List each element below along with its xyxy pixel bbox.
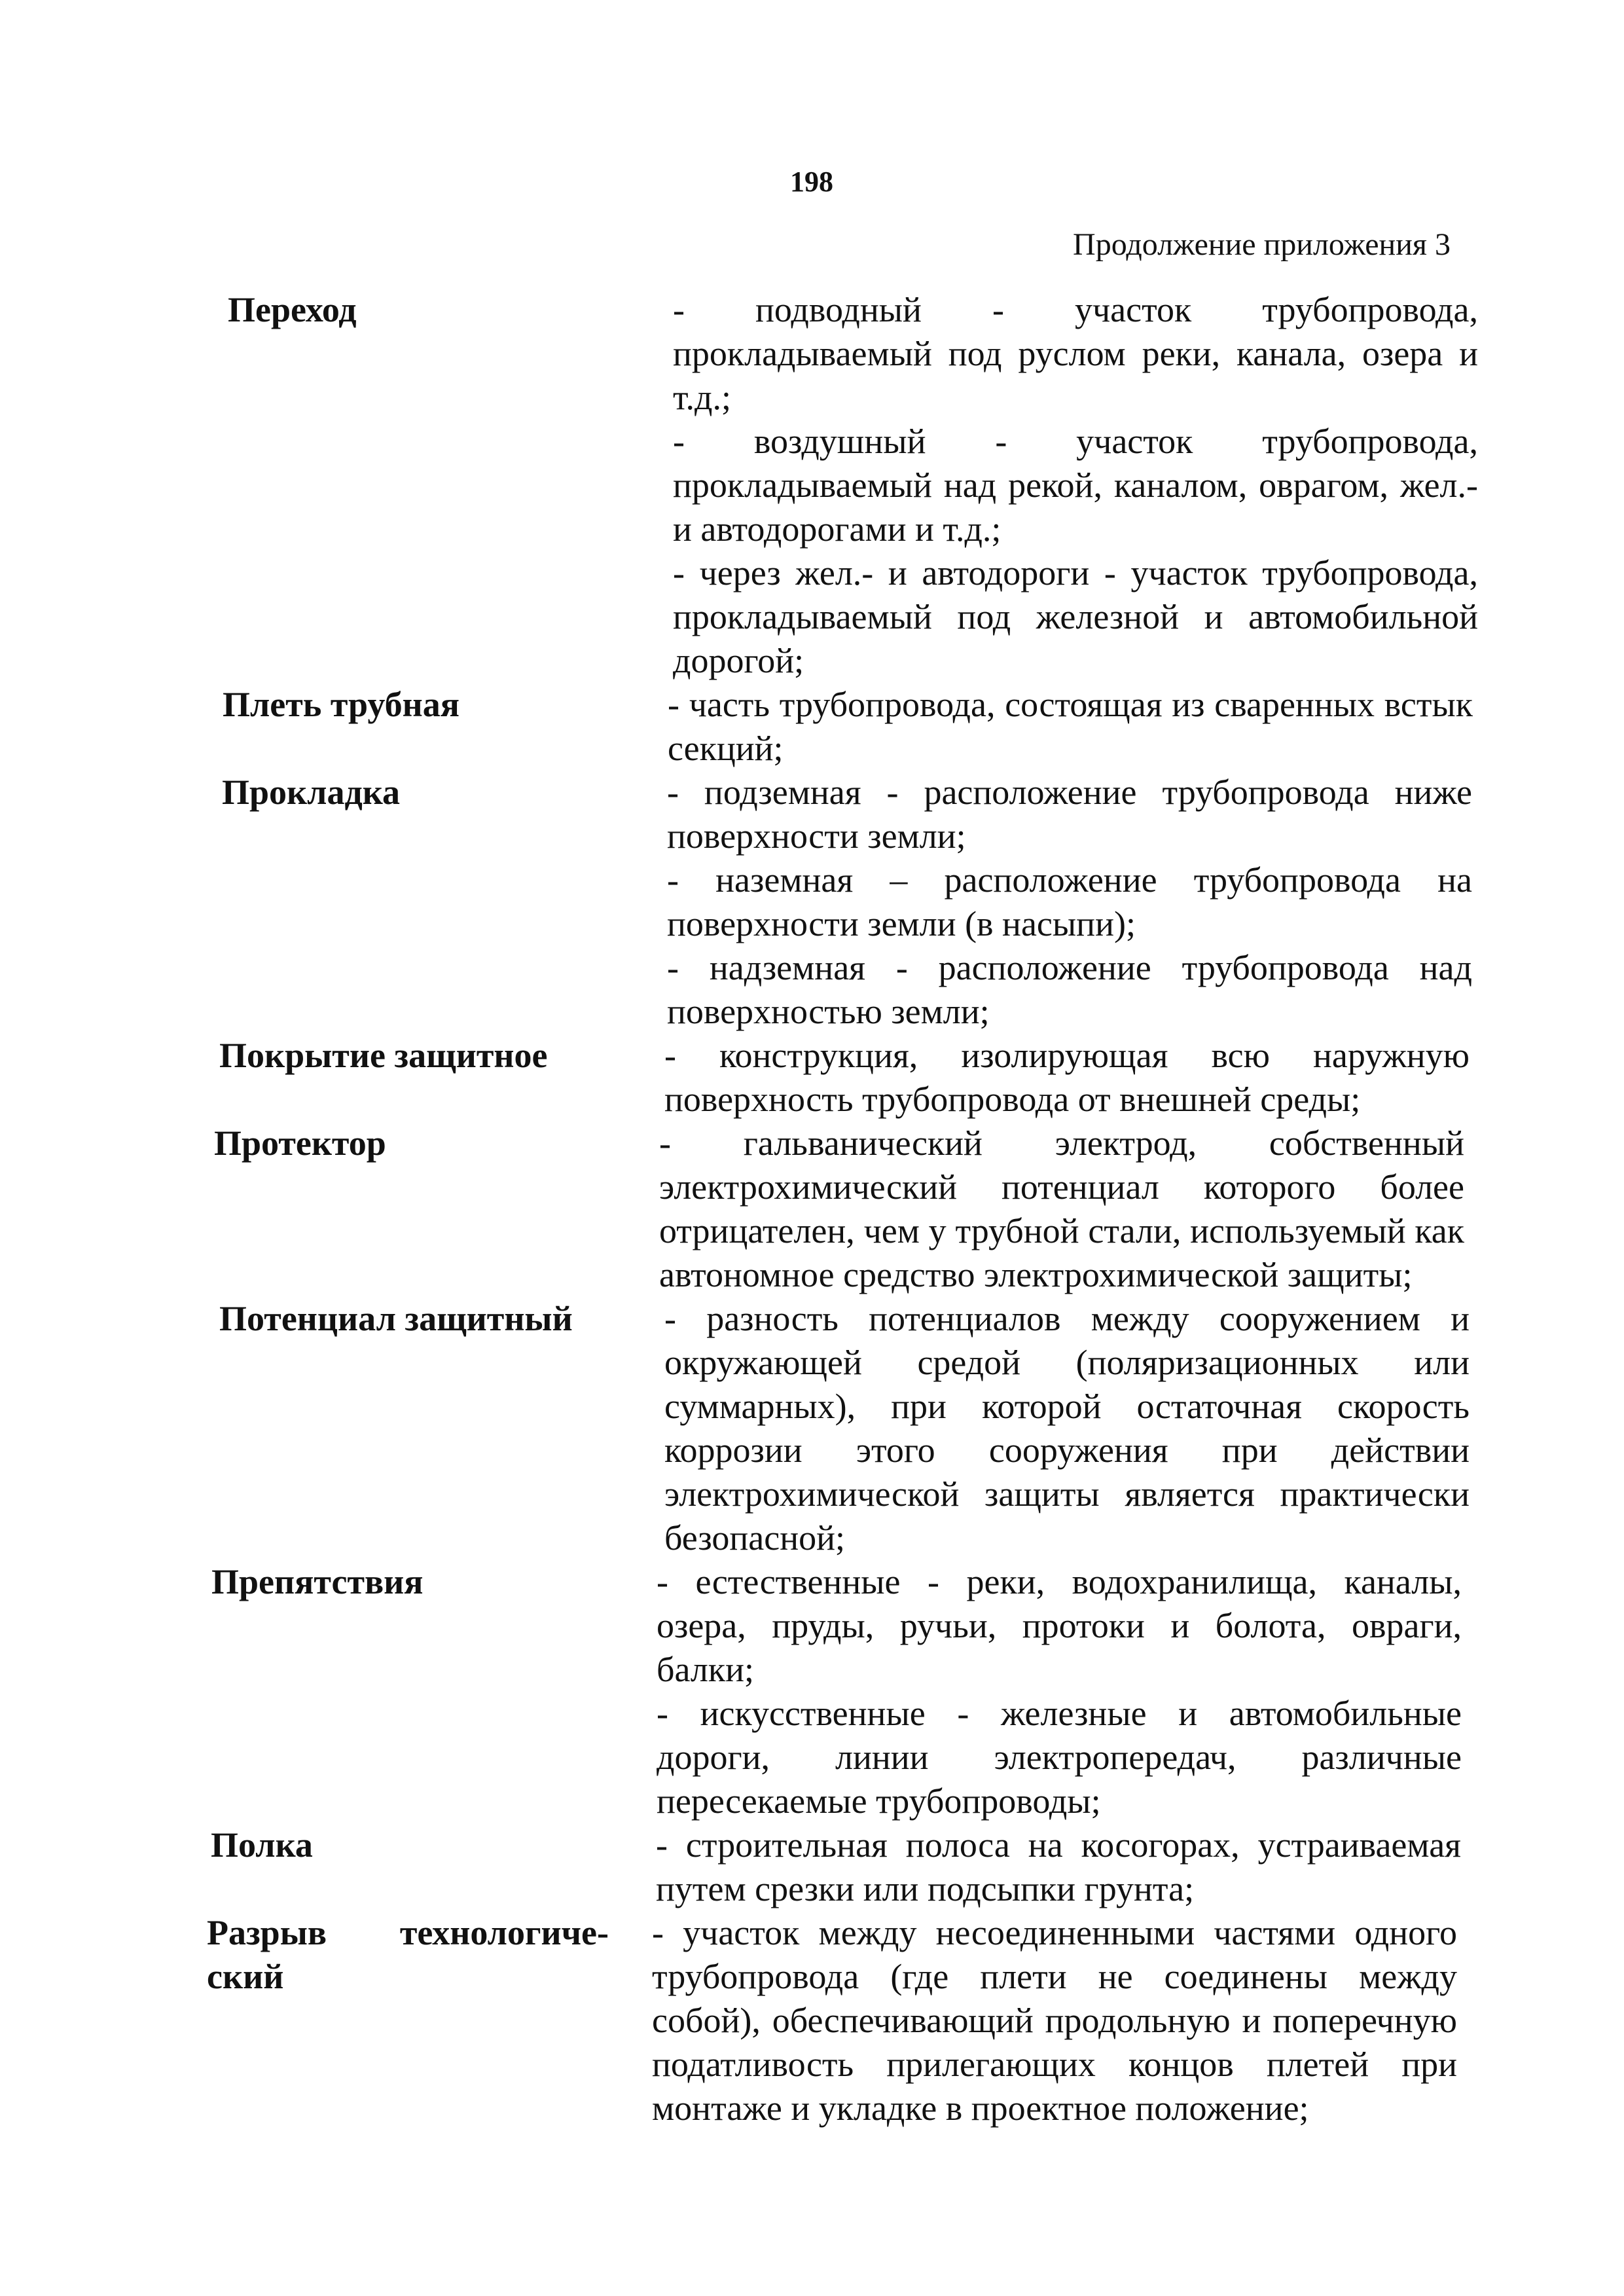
definition-text: - надземная - расположение трубопровода над поверхностью земли;	[667, 948, 1472, 1031]
glossary-entry	[172, 288, 1478, 683]
glossary-term-line: ский	[207, 1957, 284, 1996]
definition-text: - строительная полоса на косогорах, устраиваемая путем срезки или подсыпки грунта;	[656, 1825, 1461, 1908]
glossary-entry	[172, 1560, 1462, 1823]
glossary-term: Потенциал защитный	[219, 1299, 573, 1338]
glossary-entry	[172, 1823, 1461, 1911]
glossary-entry	[172, 1297, 1470, 1560]
glossary-definitions	[652, 1911, 1457, 2130]
glossary-definitions	[673, 288, 1478, 683]
glossary-term	[207, 1911, 626, 1999]
glossary-definitions	[659, 1121, 1464, 1297]
glossary-definitions	[667, 771, 1472, 1034]
definition-text: - участок между несоединенными частями одного трубопровода (где плети не соединены между собой), обеспечивающий продольную и поперечную податливость прилегающих концов плетей при монтаже и укладке в проектное положение;	[652, 1913, 1457, 2128]
continuation-label: Продолжение приложения 3	[1073, 227, 1451, 262]
glossary-entry	[172, 771, 1472, 1034]
glossary-definitions	[668, 683, 1473, 771]
glossary-term: Покрытие защитное	[219, 1036, 548, 1075]
definition-text: - конструкция, изолирующая всю наружную поверхность трубопровода от внешней среды;	[664, 1036, 1470, 1119]
glossary-definitions	[664, 1297, 1470, 1560]
glossary-entry	[172, 1121, 1464, 1297]
definition-text: - через жел.- и автодороги - участок трубопровода, прокладываемый под железной и автомобильной дорогой;	[673, 553, 1478, 680]
definition-text: - подземная - расположение трубопровода ниже поверхности земли;	[667, 773, 1472, 856]
glossary-list	[172, 288, 1478, 2130]
definition-text: - естественные - реки, водохранилища, каналы, озера, пруды, ручьи, протоки и болота, овраги, балки;	[657, 1562, 1462, 1689]
page-number: 198	[790, 166, 833, 198]
definition-text: - подводный - участок трубопровода, прокладываемый под руслом реки, канала, озера и т.д.;	[673, 290, 1478, 417]
definition-text: - часть трубопровода, состоящая из сваренных встык секций;	[668, 685, 1473, 768]
glossary-term: Протектор	[214, 1123, 386, 1163]
definition-text: - искусственные - железные и автомобильные дороги, линии электропередач, различные пересекаемые трубопроводы;	[657, 1694, 1462, 1821]
glossary-entry	[172, 683, 1473, 771]
definition-text: - гальванический электрод, собственный электрохимический потенциал которого более отрицателен, чем у трубной стали, используемый как автономное средство электрохимической защиты;	[659, 1123, 1464, 1294]
glossary-entry	[172, 1034, 1470, 1121]
glossary-definitions	[664, 1034, 1470, 1121]
glossary-definitions	[657, 1560, 1462, 1823]
glossary-term: Прокладка	[222, 773, 401, 812]
glossary-term-line: Разрыв технологиче-	[207, 1913, 609, 1952]
glossary-term: Препятствия	[211, 1562, 424, 1601]
glossary-definitions	[656, 1823, 1461, 1911]
glossary-term: Полка	[211, 1825, 313, 1865]
definition-text: - наземная – расположение трубопровода на поверхности земли (в насыпи);	[667, 860, 1472, 943]
glossary-entry	[172, 1911, 1457, 2130]
glossary-term: Плеть трубная	[223, 685, 460, 724]
glossary-term: Переход	[228, 290, 357, 329]
definition-text: - воздушный - участок трубопровода, прокладываемый над рекой, каналом, оврагом, жел.-и автодорогами и т.д.;	[673, 422, 1478, 549]
definition-text: - разность потенциалов между сооружением и окружающей средой (поляризационных или суммарных), при которой остаточная скорость коррозии этого сооружения при действии электрохимической защиты является практически безопасной;	[664, 1299, 1470, 1558]
